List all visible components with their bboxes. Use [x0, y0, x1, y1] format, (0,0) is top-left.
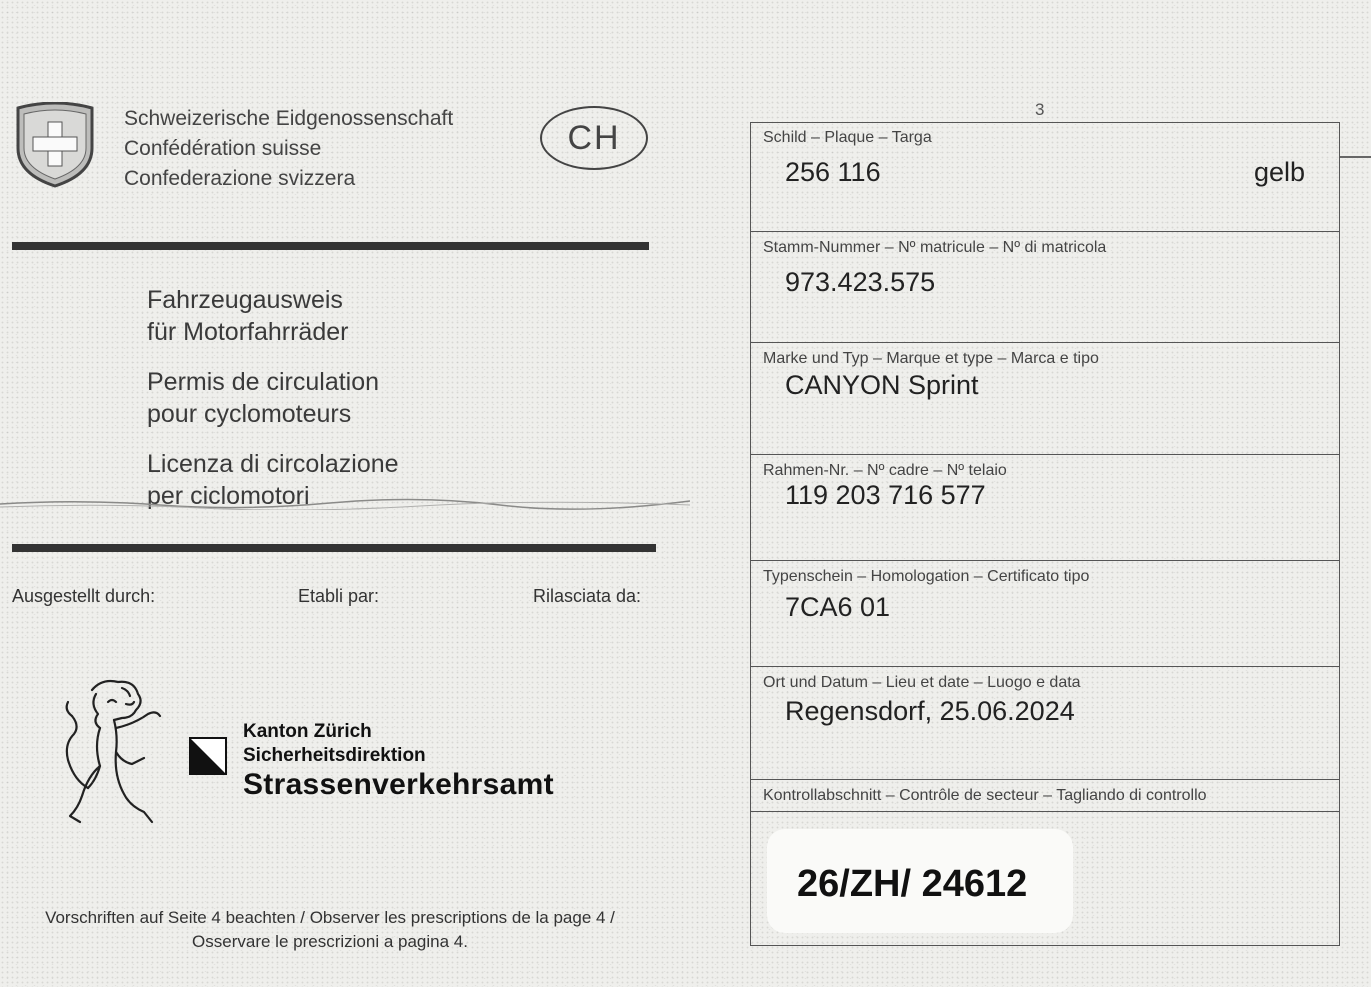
field-plate	[751, 123, 1339, 232]
country-code-badge	[540, 106, 648, 170]
right-page	[690, 0, 1371, 987]
field-control-section	[751, 781, 1339, 812]
title-fr-line1: Permis de circulation	[147, 368, 380, 396]
place-date: Regensdorf, 25.06.2024	[785, 696, 1075, 726]
zurich-shield-icon	[189, 737, 227, 775]
issued-by-de: Ausgestellt durch:	[12, 586, 156, 606]
title-it-line2: per ciclomotori	[147, 482, 310, 510]
confederation-de: Schweizerische Eidgenossenschaft	[124, 107, 454, 130]
title-de	[147, 284, 399, 348]
zurich-lion-icon	[52, 676, 170, 834]
authority-canton: Kanton Zürich	[243, 721, 372, 742]
swiss-coat-of-arms-icon	[14, 102, 96, 188]
authority-office: Strassenverkehrsamt	[243, 768, 554, 801]
field-registration-number	[751, 233, 1339, 343]
title-de-line1: Fahrzeugausweis	[147, 286, 343, 314]
authority-department: Sicherheitsdirektion	[243, 745, 426, 766]
confederation-fr: Confédération suisse	[124, 137, 322, 160]
type-approval: 7CA6 01	[785, 592, 891, 622]
control-section-value: 26/ZH/ 24612	[797, 863, 1028, 905]
field-place-date	[751, 668, 1339, 780]
confederation-it: Confederazione svizzera	[124, 167, 356, 190]
registration-number: 973.423.575	[785, 267, 936, 297]
paper-tear-line	[0, 496, 690, 510]
page-number: 3	[1035, 100, 1045, 119]
field-frame-number	[751, 456, 1339, 561]
document-title	[147, 284, 399, 530]
field-type-approval	[751, 562, 1339, 667]
divider-bottom	[12, 544, 656, 552]
field-label: Marke und Typ – Marque et type – Marca e tipo	[763, 350, 1099, 367]
confederation-name	[124, 104, 453, 194]
field-label: Schild – Plaque – Targa	[763, 129, 932, 146]
footer-line1: Vorschriften auf Seite 4 beachten / Observer les prescriptions de la page 4 /	[45, 908, 615, 927]
frame-number: 119 203 716 577	[785, 480, 986, 510]
plate-number: 256 116	[785, 157, 881, 187]
field-label: Stamm-Nummer – Nº matricule – Nº di matricola	[763, 239, 1107, 256]
issued-by-fr: Etabli par:	[298, 586, 380, 606]
plate-color: gelb	[1253, 157, 1305, 187]
field-label: Ort und Datum – Lieu et date – Luogo e data	[763, 674, 1081, 691]
title-fr-line2: pour cyclomoteurs	[147, 400, 352, 428]
issuing-authority	[243, 720, 554, 802]
title-de-line2: für Motorfahrräder	[147, 318, 349, 346]
title-it-line1: Licenza di circolazione	[147, 450, 399, 478]
country-code: CH	[567, 118, 621, 157]
margin-mark	[1340, 156, 1371, 158]
field-label: Typenschein – Homologation – Certificato tipo	[763, 568, 1090, 585]
field-label: Kontrollabschnitt – Contrôle de secteur – Tagliando di controllo	[763, 787, 1207, 804]
control-section-sticker	[767, 829, 1073, 933]
footer-note	[0, 906, 660, 954]
footer-line2: Osservare le prescrizioni a pagina 4.	[192, 932, 468, 951]
field-label: Rahmen-Nr. – Nº cadre – Nº telaio	[763, 462, 1007, 479]
field-make-type	[751, 344, 1339, 455]
title-fr	[147, 366, 399, 430]
vehicle-data-table	[750, 122, 1340, 946]
make-type: CANYON Sprint	[785, 370, 979, 400]
issued-by-it: Rilasciata da:	[533, 586, 642, 606]
divider-top	[12, 242, 649, 250]
